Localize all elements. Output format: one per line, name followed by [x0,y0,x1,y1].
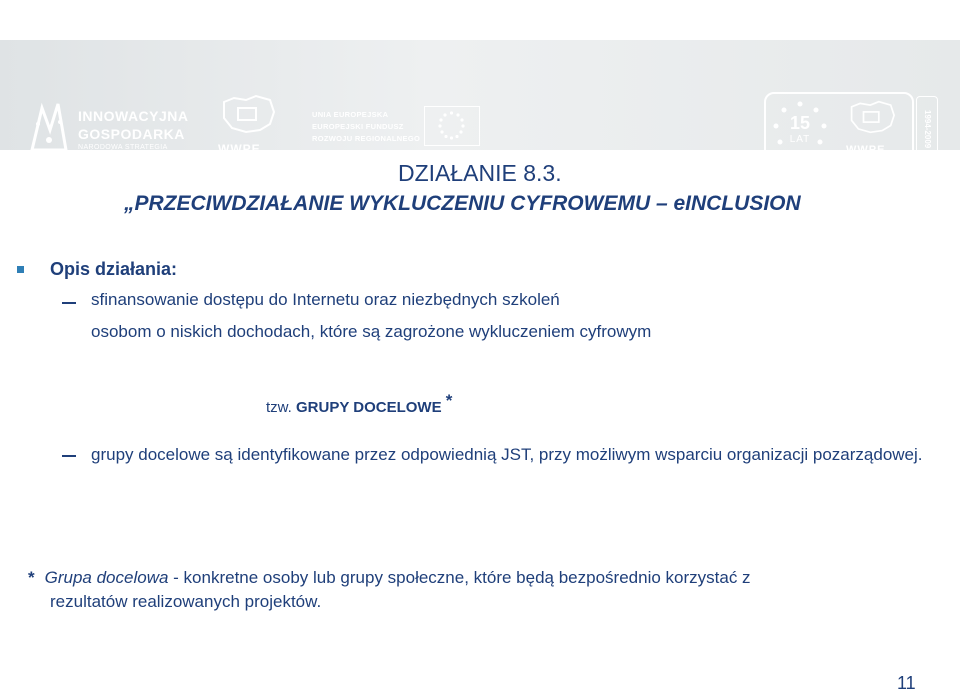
eu-line1: UNIA EUROPEJSKA [312,110,389,119]
footnote-line-2: rezultatów realizowanych projektów. [50,592,322,611]
eu-line3: ROZWOJU REGIONALNEGO [312,134,421,143]
target-label: GRUPY DOCELOWE [296,399,442,416]
slide-subtitle: „PRZECIWDZIAŁANIE WYKLUCZENIU CYFROWEMU – eINCLUSION [124,192,801,215]
eu-flag-icon [424,106,480,146]
dash-bullet-icon [62,302,76,304]
stars-emblem-icon [28,100,70,154]
wwpe-logo [208,94,292,164]
logo1-line1: INNOWACYJNA [78,108,189,124]
target-group-text: grupy docelowe są identyfikowane przez odpowiednią JST, przy możliwym wsparciu organizacji pozarządowej. [91,445,923,464]
anniversary-unit: LAT [789,134,811,145]
target-prefix: tzw. [266,399,292,416]
poland-map-icon [220,94,276,134]
footnote-term: Grupa docelowa [44,568,169,587]
eu-fund-logo [312,104,482,154]
logo1-line3: NARODOWA STRATEGIA SPÓJNOŚCI [78,144,168,158]
square-bullet-icon [17,266,24,273]
footnote [28,566,948,614]
description-line-2: osobom o niskich dochodach, które są zagrożone wykluczeniem cyfrowym [91,322,652,341]
footnote-line-1: - konkretne osoby lub grupy społeczne, które będą bezpośrednio korzystać z [168,568,751,587]
header-banner [0,40,960,158]
target-star: * [445,391,453,410]
target-group-label [266,391,453,417]
anniversary-badge [772,100,828,158]
innowacyjna-gospodarka-logo [28,98,198,158]
description-line-1: sfinansowanie dostępu do Internetu oraz niezbędnych szkoleń [91,290,560,309]
wwpe-label: WWPE [218,142,261,156]
logo1-line2: GOSPODARKA [78,126,185,142]
slide-title: DZIAŁANIE 8.3. [398,160,562,186]
anniversary-logo [764,92,940,168]
wwpe-small-label: WWPE [846,144,886,156]
dash-bullet-icon-2 [62,455,76,457]
description-heading: Opis działania: [50,259,178,279]
wwpe-small-logo [842,100,906,160]
anniversary-number: 15 [789,113,811,133]
eu-line2: EUROPEJSKI FUNDUSZ [312,122,404,131]
poland-map-small-icon [848,100,896,134]
page-number: 11 [897,673,916,693]
footnote-star: * [28,568,35,587]
anniversary-years: 1994-2009 [916,96,938,162]
